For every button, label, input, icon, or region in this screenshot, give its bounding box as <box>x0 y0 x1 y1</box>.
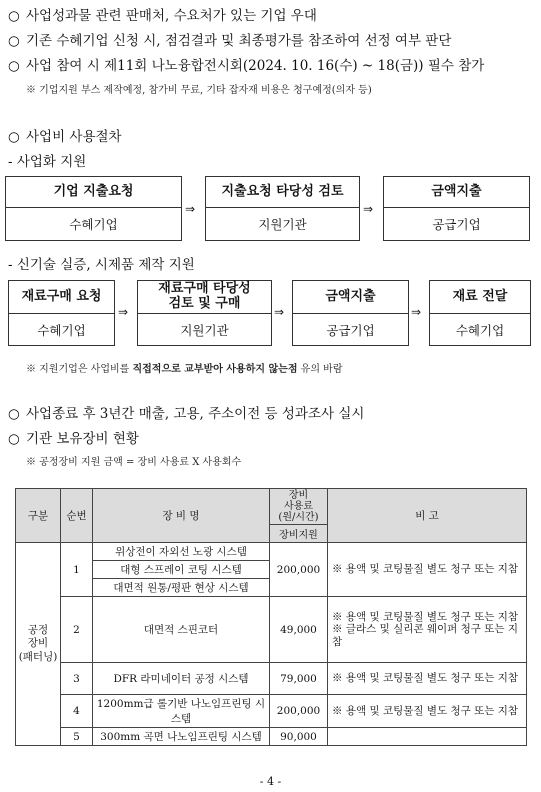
note-prefix: ※ 지원기업은 사업비를 <box>26 364 133 375</box>
flow2-step-payment <box>292 280 409 346</box>
bullet-line <box>8 54 484 74</box>
row-no: 2 <box>61 597 93 663</box>
remark-text: ※ 글라스 및 실리콘 웨이퍼 청구 또는 지참 <box>332 623 519 648</box>
flow-step-actor: 공급기업 <box>432 217 481 232</box>
row-no: 3 <box>61 663 93 695</box>
bullet-line <box>8 4 317 24</box>
equipment-name: 300mm 곡면 나노임프린팅 시스템 <box>93 728 270 746</box>
table-row <box>16 728 527 746</box>
bullet-text: 사업종료 후 3년간 매출, 고용, 주소이전 등 성과조사 실시 <box>26 406 365 422</box>
flow-step-actor: 수혜기업 <box>37 322 86 338</box>
header-fee <box>270 489 328 525</box>
remark-text: ※ 용액 및 코팅물질 별도 청구 또는 지참 <box>332 610 519 623</box>
table-header-row <box>16 489 527 525</box>
bullet-line <box>8 402 364 422</box>
header-no: 순번 <box>61 489 93 543</box>
table-row <box>16 543 527 561</box>
circle-bullet-icon: ○ <box>8 406 20 422</box>
equipment-name: 대형 스프레이 코팅 시스템 <box>93 561 270 579</box>
bullet-text: 사업성과물 관련 판매처, 수요처가 있는 기업 우대 <box>26 8 317 24</box>
bullet-text: 기관 보유장비 현황 <box>26 431 139 447</box>
category-cell <box>16 543 61 746</box>
remark-text: ※ 용액 및 코팅물질 별도 청구 또는 지참 <box>332 704 519 717</box>
category-line3: (패터닝) <box>18 650 58 663</box>
equipment-name: 위상전이 자외선 노광 시스템 <box>93 543 270 561</box>
flow-step-title: 금액지출 <box>293 281 408 314</box>
note-suffix: 유의 바람 <box>297 364 343 375</box>
remark-text: ※ 용액 및 코팅물질 별도 청구 또는 지참 <box>332 563 519 576</box>
circle-bullet-icon: ○ <box>8 129 20 145</box>
equipment-fee: 200,000 <box>270 543 328 597</box>
row-no: 5 <box>61 728 93 746</box>
equipment-name: DFR 라미네이터 공정 시스템 <box>93 663 270 695</box>
flow-step-title: 금액지출 <box>384 177 529 208</box>
table-row <box>16 695 527 728</box>
bullet-line <box>8 29 451 49</box>
equipment-fee: 200,000 <box>270 695 328 728</box>
flow-step-title: 기업 지출요청 <box>6 177 181 208</box>
remark-cell <box>328 695 527 728</box>
remark-cell <box>328 597 527 663</box>
remark-text: ※ 용액 및 코팅물질 별도 청구 또는 지참 <box>332 672 519 685</box>
equipment-name: 1200mm급 롤기반 나노임프린팅 시스템 <box>93 695 270 728</box>
section-heading-text: 사업비 사용절차 <box>26 129 122 145</box>
circle-bullet-icon: ○ <box>8 431 20 447</box>
double-arrow-icon: ⇒ <box>118 305 129 319</box>
sub-heading-newtech: - 신기술 실증, 시제품 제작 지원 <box>8 257 195 273</box>
category-line2: 장비 <box>27 637 49 650</box>
header-fee-line3: (원/시간) <box>278 512 319 523</box>
circle-bullet-icon: ○ <box>8 58 20 74</box>
bullet-text: 기존 수혜기업 신청 시, 점검결과 및 최종평가를 참조하여 선정 여부 판단 <box>26 33 452 49</box>
header-equipment-name: 장 비 명 <box>93 489 270 543</box>
table-row <box>16 597 527 663</box>
category-line1: 공정 <box>27 623 49 636</box>
flow2-step-material-request <box>8 280 115 346</box>
flow-step-actor: 지원기관 <box>180 322 229 338</box>
equipment-name: 대면적 스핀코터 <box>93 597 270 663</box>
page-number: - 4 - <box>259 775 282 788</box>
header-fee-line1: 장비 <box>288 490 309 501</box>
circle-bullet-icon: ○ <box>8 8 20 24</box>
equipment-fee: 49,000 <box>270 597 328 663</box>
flow-step-actor: 공급기업 <box>326 322 375 338</box>
double-arrow-icon: ⇒ <box>411 305 422 319</box>
flow-step-title: 지출요청 타당성 검토 <box>206 177 359 208</box>
remark-cell <box>328 663 527 695</box>
section-heading <box>8 125 122 145</box>
equipment-name: 대면적 원통/평판 현상 시스템 <box>93 579 270 597</box>
sub-heading-commercial: - 사업화 지원 <box>8 154 87 170</box>
header-category: 구분 <box>16 489 61 543</box>
bullet-text: 사업 참여 시 제11회 나노융합전시회(2024. 10. 16(수) ~ 18(금)) 필수 참가 <box>26 58 485 74</box>
remark-cell <box>328 543 527 597</box>
double-arrow-icon: ⇒ <box>274 305 285 319</box>
flow2-step-purchase-review <box>137 280 272 346</box>
flow-step-title: 재료구매 요청 <box>9 281 114 314</box>
double-arrow-icon: ⇒ <box>363 202 374 216</box>
flow1-step-request <box>5 176 182 241</box>
row-no: 1 <box>61 543 93 597</box>
double-arrow-icon: ⇒ <box>185 202 196 216</box>
remark-cell <box>328 728 527 746</box>
flow1-step-payment <box>383 176 530 241</box>
direct-use-note <box>26 360 343 375</box>
flow-step-actor: 지원기관 <box>258 217 307 232</box>
flow-step-title-line1: 재료구매 타당성 <box>158 281 251 297</box>
booth-note: ※ 기업지원 부스 제작예정, 참가비 무료, 기타 잡자재 비용은 청구예정(의자 등) <box>26 85 372 96</box>
fee-note: ※ 공정장비 지원 금액 = 장비 사용료 X 사용회수 <box>26 457 242 468</box>
equipment-fee: 90,000 <box>270 728 328 746</box>
equipment-table <box>15 488 527 746</box>
flow-step-actor: 수혜기업 <box>69 217 118 232</box>
circle-bullet-icon: ○ <box>8 33 20 49</box>
flow-step-title <box>138 281 271 314</box>
bullet-line <box>8 427 139 447</box>
note-emphasis: 직접적으로 교부받아 사용하지 않는점 <box>132 364 298 375</box>
flow-step-actor: 수혜기업 <box>455 322 505 338</box>
header-fee-sub: 장비지원 <box>270 525 328 543</box>
equipment-fee: 79,000 <box>270 663 328 695</box>
flow-step-title: 재료 전달 <box>430 281 530 314</box>
flow-step-title-line2: 검토 및 구매 <box>168 296 241 311</box>
header-fee-line2: 사용료 <box>284 501 313 512</box>
row-no: 4 <box>61 695 93 728</box>
table-row <box>16 663 527 695</box>
header-remark: 비 고 <box>328 489 527 543</box>
flow2-step-delivery <box>429 280 531 346</box>
flow1-step-review <box>205 176 360 241</box>
